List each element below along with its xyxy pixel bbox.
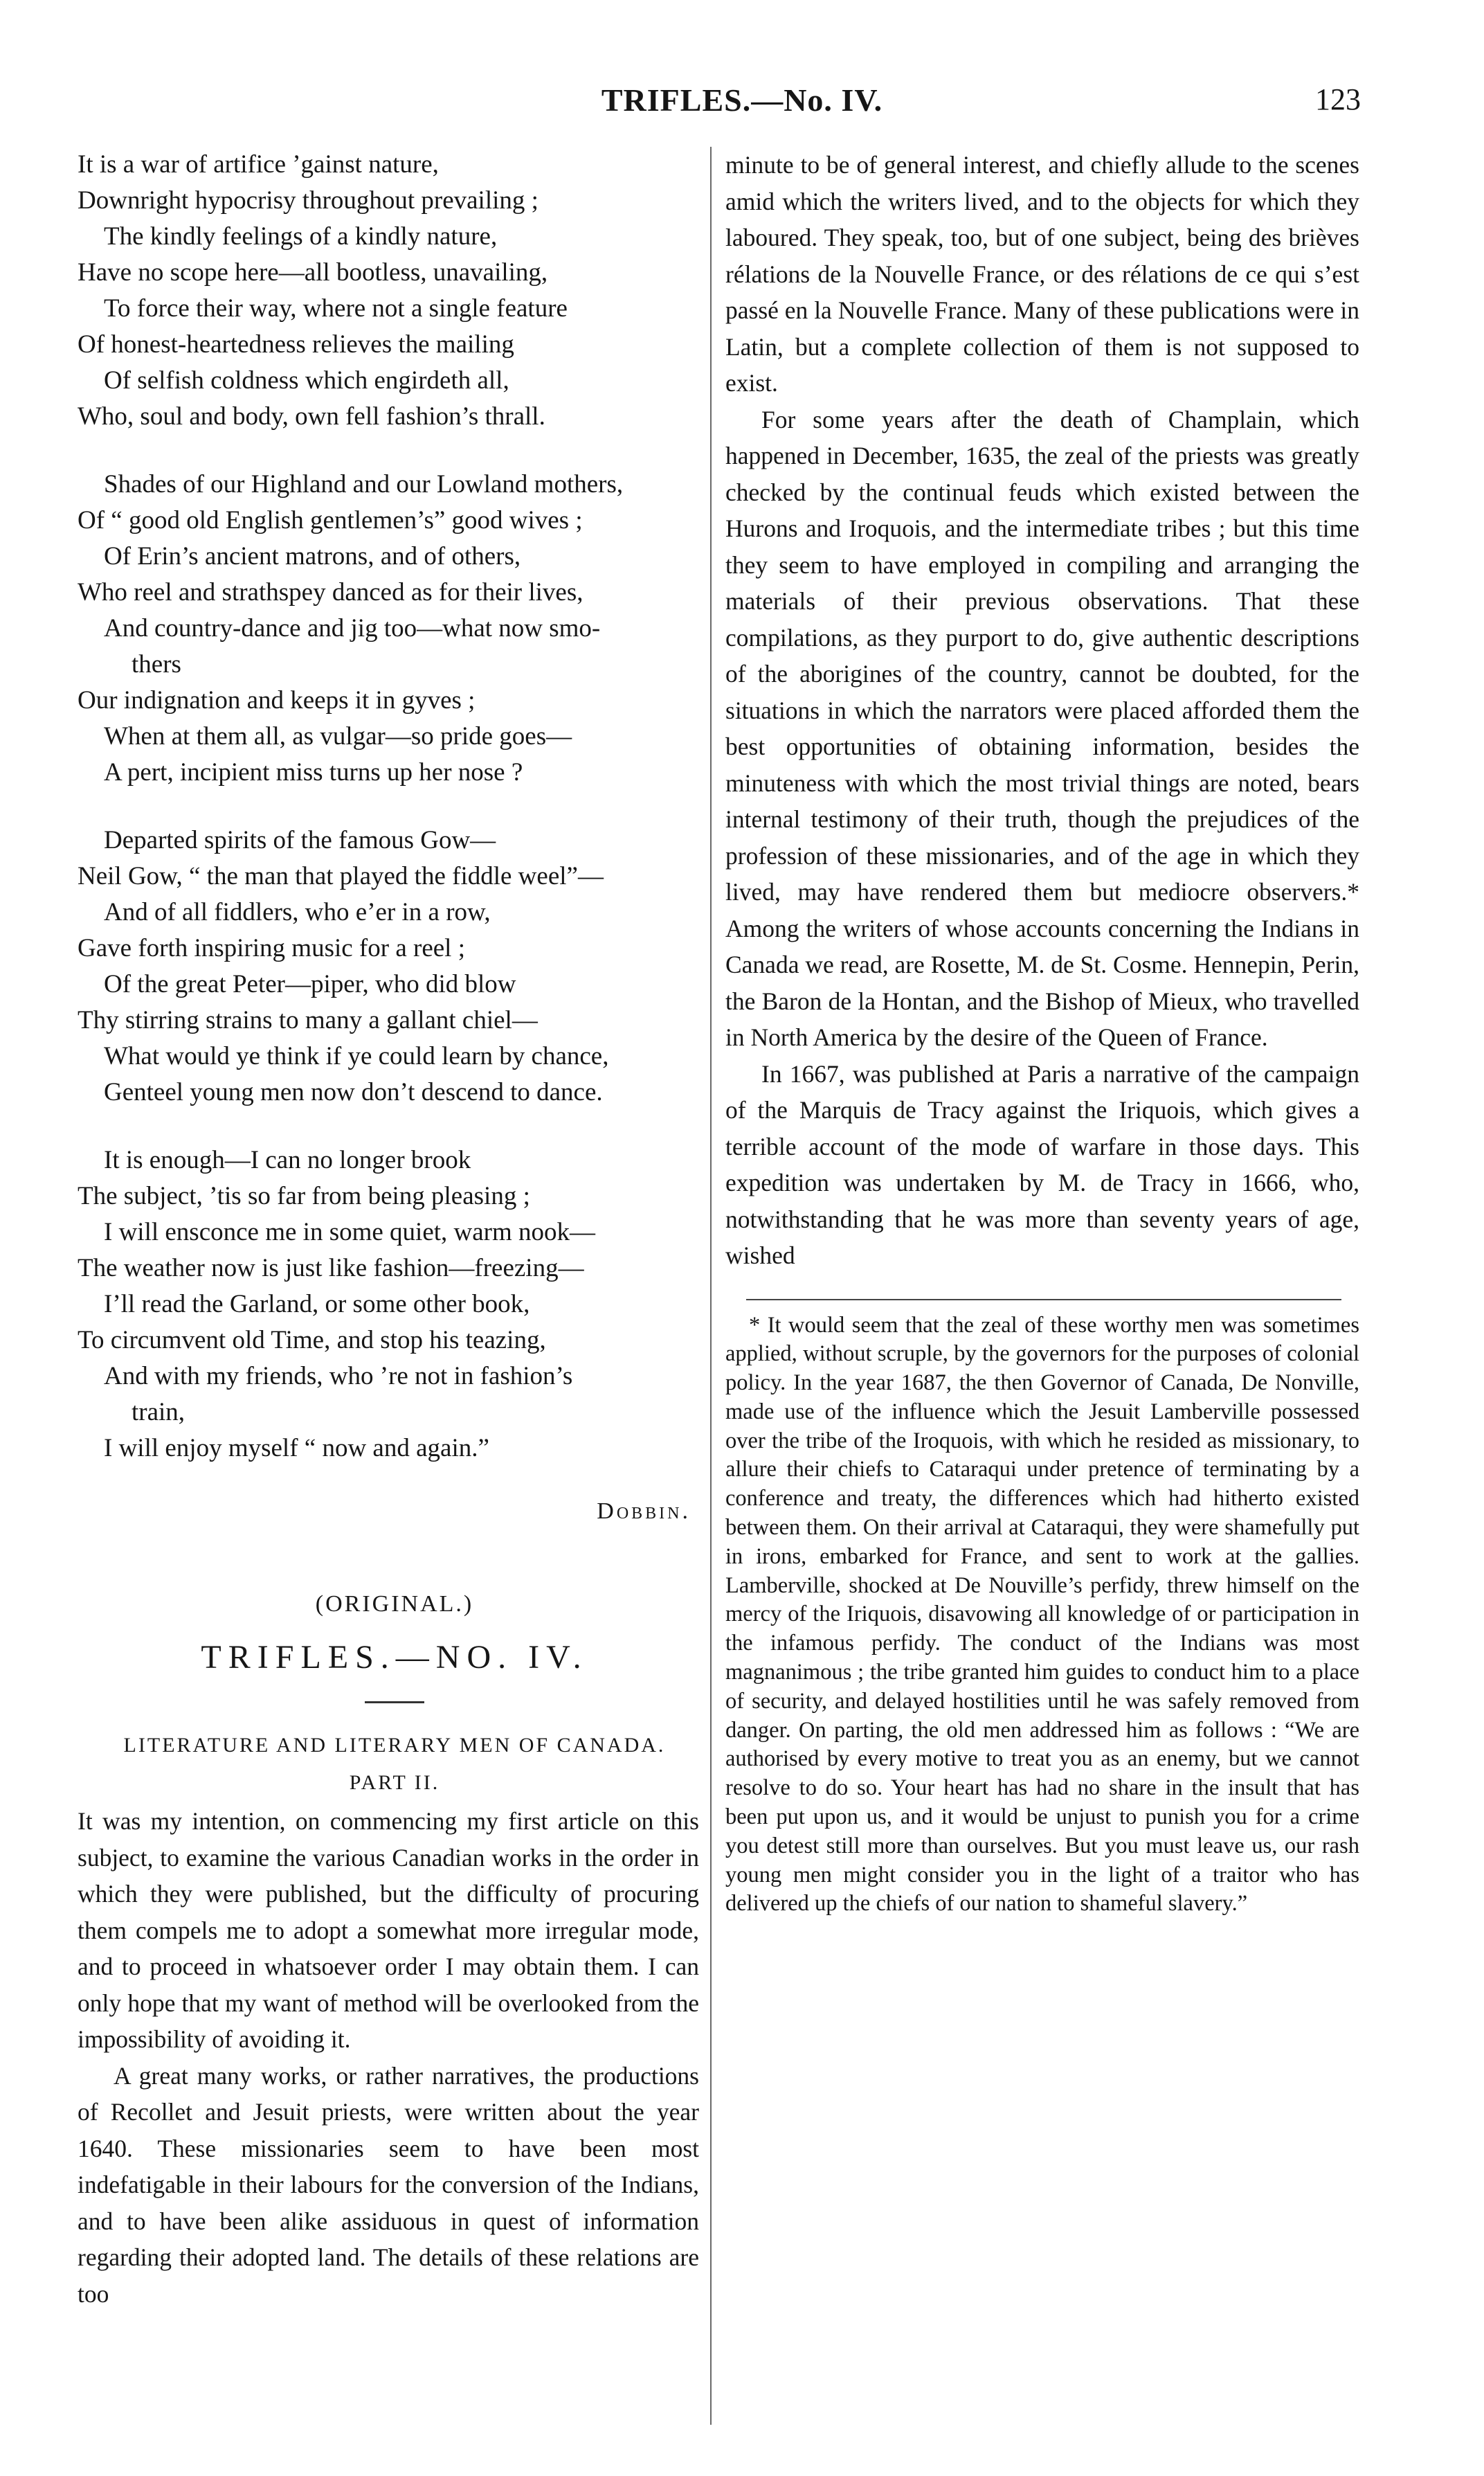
article-subheading: LITERATURE AND LITERARY MEN OF CANADA. (123, 1734, 666, 1757)
left-column (78, 147, 712, 2432)
article-paragraph: A great many works, or rather narratives, the productions of Recollet and Jesuit priests, were written about the year 1640. These missionaries seem to have been most indefatigable in their labours for the conversion of the Indians, and to have been alike assiduous in quest of information regarding their adopted land. The details of these relations are too (78, 2061, 699, 2308)
poem-line: The subject, ’tis so far from being pleasing ; (78, 1182, 530, 1210)
right-column (713, 147, 1364, 2432)
poem-line: Neil Gow, “ the man that played the fiddle weel”— (78, 862, 604, 890)
poem-line: Thy stirring strains to many a gallant chiel— (78, 1006, 538, 1034)
poem-line: train, (132, 1398, 186, 1426)
poem-line: Genteel young men now don’t descend to dance. (104, 1078, 603, 1106)
poem-line: Of Erin’s ancient matrons, and of others, (104, 542, 521, 571)
poem-line: Shades of our Highland and our Lowland mothers, (104, 470, 624, 499)
poem-line: It is enough—I can no longer brook (104, 1146, 471, 1174)
poem-line: I will enjoy myself “ now and again.” (104, 1434, 489, 1462)
poem-line: The kindly feelings of a kindly nature, (104, 222, 498, 251)
poem-stanza (78, 467, 712, 791)
original-label: (ORIGINAL.) (315, 1591, 474, 1617)
poem-line: When at them all, as vulgar—so pride goes— (104, 722, 572, 751)
footnote: * It would seem that the zeal of these worthy men was sometimes applied, without scruple, by the governors for the purposes of colonial policy. In the year 1687, the then Governor of Canada, De Nonville, made use of the influence which the Jesuit Lamberville possessed over the tribe of the Iroquois, with which he resided as missionary, to allure their chiefs to Cataraqui under pretence of terminating by a conference and treaty, the differences which had hitherto existed between them. On their arrival at Cataraqui, they were shamefully put in irons, embarked for France, and sent to work at the gallies. Lamberville, shocked at De Nouville’s perfidy, threw himself on the mercy of the Iriquois, disavowing all knowledge of or participation in the infamous perfidy. The conduct of the Indians was most magnanimous ; the tribe granted him guides to conduct him to a place of security, and delayed hostilities until he was safely removed from danger. On parting, the old men addressed him as follows : “We are authorised by every motive to treat you as an enemy, but we cannot resolve to do so. Your heart has had no share in the insult that has been put upon us, and it would be unjust to punish you for a crime you detest still more than ourselves. But you must leave us, our rash young men might consider you in the light of a traitor who has delivered up the chiefs of our nation to shameful slavery.” (725, 1312, 1359, 1917)
poem-line: Gave forth inspiring music for a reel ; (78, 934, 465, 962)
running-title: TRIFLES.—No. IV. (601, 82, 883, 118)
poem-stanza (78, 823, 712, 1111)
poem-line: Downright hypocrisy throughout prevailing ; (78, 186, 539, 215)
part-label: PART II. (349, 1771, 440, 1794)
poem-line: Departed spirits of the famous Gow— (104, 826, 496, 854)
title-rule (365, 1701, 424, 1703)
poem-line: Who reel and strathspey danced as for their lives, (78, 578, 583, 607)
running-header (0, 82, 1484, 123)
poem-line: Who, soul and body, own fell fashion’s thrall. (78, 402, 545, 431)
footnote-rule (746, 1299, 1341, 1300)
poem-line: I’ll read the Garland, or some other book, (104, 1290, 530, 1318)
article-paragraph: For some years after the death of Champlain, which happened in December, 1635, the zeal of the priests was greatly checked by the continual feuds which existed between the Hurons and Iroquois, and the intermediate tribes ; but this time they seem to have employed in compiling and arranging the materials of their previous observations. That these compilations, as they purport to do, give authentic descriptions of the aborigines of the country, cannot be doubted, for the situations in which the narrators were placed afforded them the best opportunities of obtaining information, besides the minuteness with which the most trivial things are noted, bears internal testimony of their truth, though the prejudices of the profession of these missionaries, and of the age in which they lived, may have rendered them but mediocre observers.* Among the writers of whose accounts concerning the Indians in Canada we read, are Rosette, M. de St. Cosme. Hennepin, Perin, the Baron de la Hontan, and the Bishop of Mieux, who travelled in North America by the desire of the Queen of France. (725, 405, 1359, 1051)
article-paragraph: In 1667, was published at Paris a narrative of the campaign of the Marquis de Tracy against the Iriquois, which gives a terrible account of the mode of warfare in those days. This expedition was undertaken by M. de Tracy in 1666, who, notwithstanding that he was more than seventy years of age, wished (725, 1059, 1359, 1269)
poem-line: And country-dance and jig too—what now smo- (104, 614, 601, 643)
poem-line: Of honest-heartedness relieves the mailing (78, 330, 514, 359)
poem-line: And with my friends, who ’re not in fashion’s (104, 1362, 573, 1390)
page-number: 123 (1315, 82, 1361, 116)
poem-line: Of the great Peter—piper, who did blow (104, 970, 516, 998)
poem-line: Have no scope here—all bootless, unavailing, (78, 258, 548, 287)
poem-stanza (78, 1142, 712, 1466)
poem-line: A pert, incipient miss turns up her nose ? (104, 758, 523, 787)
poem-line: thers (132, 650, 181, 679)
poem-line: What would ye think if ye could learn by chance, (104, 1042, 609, 1070)
poem-line: To force their way, where not a single feature (104, 294, 568, 323)
poem-stanza (78, 147, 712, 435)
article-title: TRIFLES.—NO. IV. (201, 1639, 588, 1676)
article-paragraph: minute to be of general interest, and chiefly allude to the scenes amid which the writers lived, and to the objects for which they laboured. They speak, too, but of one subject, being des brièves rélations de la Nouvelle France, or des rélations de ce qui s’est passé en la Nouvelle France. Many of these publications were in Latin, but a complete collection of them is not supposed to exist. (725, 151, 1359, 397)
article-paragraph: It was my intention, on commencing my first article on this subject, to examine the various Canadian works in the order in which they were published, but the difficulty of procuring them compels me to adopt a somewhat more irregular mode, and to proceed in whatsoever order I may obtain them. I can only hope that my want of method will be overlooked from the impossibility of avoiding it. (78, 1807, 699, 2053)
poem-line: Of selfish coldness which engirdeth all, (104, 366, 509, 395)
poem-line: Of “ good old English gentlemen’s” good wives ; (78, 506, 583, 535)
poem-line: Our indignation and keeps it in gyves ; (78, 686, 476, 715)
poem-line: The weather now is just like fashion—freezing— (78, 1254, 584, 1282)
poem-signature: Dobbin. (597, 1498, 691, 1524)
poem-line: It is a war of artifice ’gainst nature, (78, 150, 439, 179)
poem-line: To circumvent old Time, and stop his teazing, (78, 1326, 546, 1354)
poem-line: And of all fiddlers, who e’er in a row, (104, 898, 491, 926)
poem-line: I will ensconce me in some quiet, warm nook— (104, 1218, 596, 1246)
